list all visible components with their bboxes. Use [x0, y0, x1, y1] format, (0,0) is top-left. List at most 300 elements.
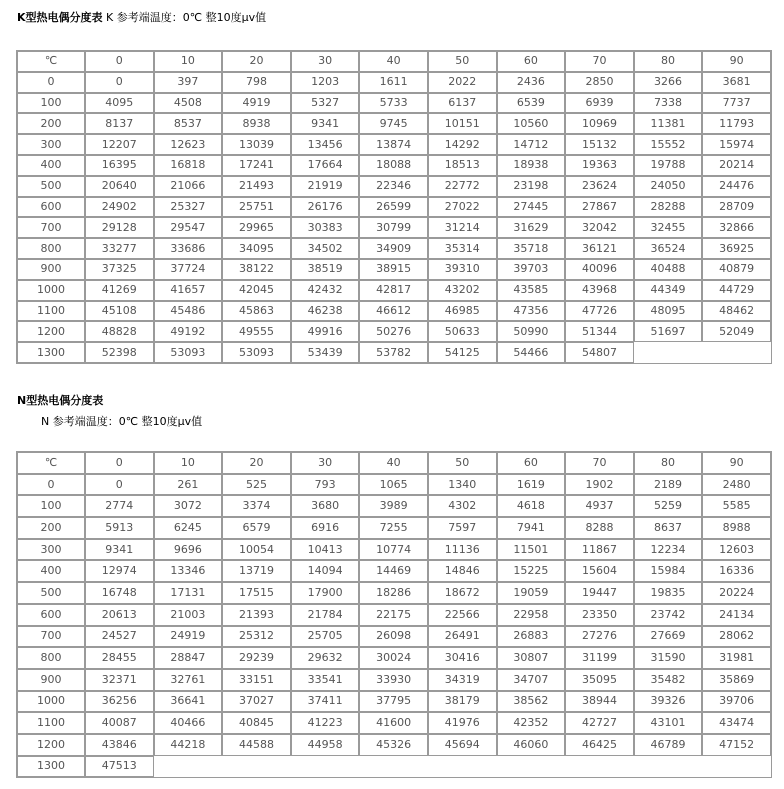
value-cell: 34502 — [291, 238, 360, 259]
value-cell: 41269 — [85, 280, 154, 301]
temperature-cell: 200 — [17, 113, 85, 134]
value-cell: 13346 — [154, 560, 223, 582]
empty-cell — [154, 756, 223, 778]
value-cell: 31629 — [497, 217, 566, 238]
value-cell: 5585 — [702, 495, 771, 517]
value-cell: 23198 — [497, 176, 566, 197]
temperature-cell: 1300 — [17, 756, 85, 778]
value-cell: 36641 — [154, 691, 223, 713]
value-cell: 31981 — [702, 647, 771, 669]
value-cell: 43968 — [565, 280, 634, 301]
value-cell: 45486 — [154, 301, 223, 322]
column-header-cell: 10 — [154, 452, 223, 474]
column-header-cell: 70 — [565, 452, 634, 474]
value-cell: 2436 — [497, 72, 566, 93]
value-cell: 28062 — [702, 626, 771, 648]
value-cell: 6137 — [428, 93, 497, 114]
value-cell: 40087 — [85, 712, 154, 734]
value-cell: 42045 — [222, 280, 291, 301]
value-cell: 8537 — [154, 113, 223, 134]
value-cell: 17241 — [222, 155, 291, 176]
table-row — [17, 72, 771, 93]
value-cell: 49555 — [222, 321, 291, 342]
value-cell: 30383 — [291, 217, 360, 238]
value-cell: 29239 — [222, 647, 291, 669]
column-header-cell: 90 — [702, 452, 771, 474]
column-header-cell: 80 — [634, 452, 703, 474]
value-cell: 36524 — [634, 238, 703, 259]
value-cell: 38122 — [222, 259, 291, 280]
value-cell: 21784 — [291, 604, 360, 626]
temperature-cell: 1200 — [17, 734, 85, 756]
value-cell: 15604 — [565, 560, 634, 582]
value-cell: 11501 — [497, 539, 566, 561]
value-cell: 48095 — [634, 301, 703, 322]
value-cell: 10054 — [222, 539, 291, 561]
temperature-cell: 200 — [17, 517, 85, 539]
value-cell: 20640 — [85, 176, 154, 197]
value-cell: 48462 — [702, 301, 771, 322]
value-cell: 30416 — [428, 647, 497, 669]
value-cell: 18938 — [497, 155, 566, 176]
value-cell: 22175 — [359, 604, 428, 626]
value-cell: 25751 — [222, 197, 291, 218]
value-cell: 20224 — [702, 582, 771, 604]
value-cell: 7255 — [359, 517, 428, 539]
table-row — [17, 259, 771, 280]
temperature-cell: 900 — [17, 669, 85, 691]
value-cell: 1902 — [565, 474, 634, 496]
value-cell: 27276 — [565, 626, 634, 648]
value-cell: 10969 — [565, 113, 634, 134]
value-cell: 49916 — [291, 321, 360, 342]
value-cell: 261 — [154, 474, 223, 496]
value-cell: 38519 — [291, 259, 360, 280]
value-cell: 31590 — [634, 647, 703, 669]
value-cell: 33277 — [85, 238, 154, 259]
value-cell: 30799 — [359, 217, 428, 238]
value-cell: 7941 — [497, 517, 566, 539]
value-cell: 5259 — [634, 495, 703, 517]
value-cell: 35869 — [702, 669, 771, 691]
value-cell: 38915 — [359, 259, 428, 280]
value-cell: 29632 — [291, 647, 360, 669]
column-header-cell: 10 — [154, 51, 223, 72]
value-cell: 33151 — [222, 669, 291, 691]
value-cell: 0 — [85, 474, 154, 496]
value-cell: 1203 — [291, 72, 360, 93]
value-cell: 43846 — [85, 734, 154, 756]
value-cell: 8637 — [634, 517, 703, 539]
temperature-cell: 300 — [17, 539, 85, 561]
temperature-cell: 1200 — [17, 321, 85, 342]
value-cell: 10774 — [359, 539, 428, 561]
value-cell: 46985 — [428, 301, 497, 322]
value-cell: 15984 — [634, 560, 703, 582]
table-row — [17, 495, 771, 517]
value-cell: 41223 — [291, 712, 360, 734]
value-cell: 17131 — [154, 582, 223, 604]
value-cell: 9745 — [359, 113, 428, 134]
value-cell: 47726 — [565, 301, 634, 322]
temperature-cell: 100 — [17, 495, 85, 517]
value-cell: 2480 — [702, 474, 771, 496]
value-cell: 26599 — [359, 197, 428, 218]
value-cell: 8137 — [85, 113, 154, 134]
value-cell: 6539 — [497, 93, 566, 114]
value-cell: 14469 — [359, 560, 428, 582]
value-cell: 34095 — [222, 238, 291, 259]
value-cell: 28288 — [634, 197, 703, 218]
value-cell: 7597 — [428, 517, 497, 539]
empty-cell — [497, 756, 566, 778]
value-cell: 8988 — [702, 517, 771, 539]
value-cell: 42817 — [359, 280, 428, 301]
value-cell: 6245 — [154, 517, 223, 539]
temperature-cell: 700 — [17, 217, 85, 238]
temperature-cell: 1000 — [17, 691, 85, 713]
k-thermocouple-table — [16, 50, 772, 364]
value-cell: 26098 — [359, 626, 428, 648]
value-cell: 9341 — [291, 113, 360, 134]
value-cell: 50990 — [497, 321, 566, 342]
value-cell: 35314 — [428, 238, 497, 259]
value-cell: 36256 — [85, 691, 154, 713]
value-cell: 36925 — [702, 238, 771, 259]
column-header-cell: 20 — [222, 51, 291, 72]
value-cell: 41657 — [154, 280, 223, 301]
value-cell: 34909 — [359, 238, 428, 259]
table-row — [17, 691, 771, 713]
value-cell: 3374 — [222, 495, 291, 517]
value-cell: 4302 — [428, 495, 497, 517]
value-cell: 15132 — [565, 134, 634, 155]
empty-cell — [634, 342, 703, 363]
value-cell: 39310 — [428, 259, 497, 280]
value-cell: 24050 — [634, 176, 703, 197]
k-table-subtitle: K 参考端温度：0℃ 整10度μv值 — [106, 11, 267, 24]
value-cell: 1611 — [359, 72, 428, 93]
value-cell: 26491 — [428, 626, 497, 648]
value-cell: 44729 — [702, 280, 771, 301]
value-cell: 29965 — [222, 217, 291, 238]
value-cell: 21919 — [291, 176, 360, 197]
value-cell: 34319 — [428, 669, 497, 691]
value-cell: 34707 — [497, 669, 566, 691]
value-cell: 54125 — [428, 342, 497, 363]
value-cell: 19363 — [565, 155, 634, 176]
column-header-cell: 40 — [359, 452, 428, 474]
value-cell: 45108 — [85, 301, 154, 322]
value-cell: 39703 — [497, 259, 566, 280]
unit-header-cell: ℃ — [17, 51, 85, 72]
value-cell: 13874 — [359, 134, 428, 155]
value-cell: 10560 — [497, 113, 566, 134]
value-cell: 14292 — [428, 134, 497, 155]
value-cell: 41976 — [428, 712, 497, 734]
value-cell: 42352 — [497, 712, 566, 734]
value-cell: 23624 — [565, 176, 634, 197]
value-cell: 37325 — [85, 259, 154, 280]
value-cell: 18513 — [428, 155, 497, 176]
empty-cell — [428, 756, 497, 778]
value-cell: 5733 — [359, 93, 428, 114]
value-cell: 23350 — [565, 604, 634, 626]
value-cell: 1340 — [428, 474, 497, 496]
temperature-cell: 500 — [17, 176, 85, 197]
table-row — [17, 321, 771, 342]
value-cell: 29547 — [154, 217, 223, 238]
value-cell: 21066 — [154, 176, 223, 197]
table-row — [17, 604, 771, 626]
value-cell: 18088 — [359, 155, 428, 176]
value-cell: 17664 — [291, 155, 360, 176]
unit-header-cell: ℃ — [17, 452, 85, 474]
value-cell: 22772 — [428, 176, 497, 197]
table-row — [17, 647, 771, 669]
value-cell: 45326 — [359, 734, 428, 756]
value-cell: 44958 — [291, 734, 360, 756]
value-cell: 6579 — [222, 517, 291, 539]
value-cell: 10413 — [291, 539, 360, 561]
value-cell: 40488 — [634, 259, 703, 280]
table-row — [17, 155, 771, 176]
table-header-row — [17, 51, 771, 72]
value-cell: 8288 — [565, 517, 634, 539]
value-cell: 44588 — [222, 734, 291, 756]
value-cell: 793 — [291, 474, 360, 496]
value-cell: 19447 — [565, 582, 634, 604]
value-cell: 37795 — [359, 691, 428, 713]
value-cell: 30807 — [497, 647, 566, 669]
table-row — [17, 113, 771, 134]
value-cell: 32042 — [565, 217, 634, 238]
value-cell: 21393 — [222, 604, 291, 626]
value-cell: 9341 — [85, 539, 154, 561]
value-cell: 29128 — [85, 217, 154, 238]
value-cell: 20613 — [85, 604, 154, 626]
value-cell: 43101 — [634, 712, 703, 734]
value-cell: 24134 — [702, 604, 771, 626]
table-row — [17, 669, 771, 691]
value-cell: 47356 — [497, 301, 566, 322]
value-cell: 53439 — [291, 342, 360, 363]
value-cell: 1619 — [497, 474, 566, 496]
temperature-cell: 0 — [17, 474, 85, 496]
value-cell: 25312 — [222, 626, 291, 648]
value-cell: 24476 — [702, 176, 771, 197]
value-cell: 19835 — [634, 582, 703, 604]
value-cell: 6939 — [565, 93, 634, 114]
value-cell: 15974 — [702, 134, 771, 155]
value-cell: 14846 — [428, 560, 497, 582]
value-cell: 2189 — [634, 474, 703, 496]
value-cell: 25327 — [154, 197, 223, 218]
value-cell: 25705 — [291, 626, 360, 648]
value-cell: 51344 — [565, 321, 634, 342]
table-row — [17, 301, 771, 322]
value-cell: 2774 — [85, 495, 154, 517]
n-table-title: N型热电偶分度表 — [17, 394, 104, 407]
value-cell: 22958 — [497, 604, 566, 626]
temperature-cell: 800 — [17, 238, 85, 259]
column-header-cell: 50 — [428, 51, 497, 72]
value-cell: 35095 — [565, 669, 634, 691]
value-cell: 21493 — [222, 176, 291, 197]
value-cell: 43474 — [702, 712, 771, 734]
value-cell: 32866 — [702, 217, 771, 238]
value-cell: 15552 — [634, 134, 703, 155]
value-cell: 49192 — [154, 321, 223, 342]
value-cell: 53093 — [222, 342, 291, 363]
value-cell: 53782 — [359, 342, 428, 363]
value-cell: 4095 — [85, 93, 154, 114]
value-cell: 33541 — [291, 669, 360, 691]
value-cell: 28709 — [702, 197, 771, 218]
temperature-cell: 600 — [17, 197, 85, 218]
value-cell: 0 — [85, 72, 154, 93]
value-cell: 46789 — [634, 734, 703, 756]
value-cell: 10151 — [428, 113, 497, 134]
k-table-title: K型热电偶分度表 — [17, 11, 103, 24]
value-cell: 20214 — [702, 155, 771, 176]
table-row — [17, 734, 771, 756]
value-cell: 7338 — [634, 93, 703, 114]
value-cell: 3989 — [359, 495, 428, 517]
value-cell: 42727 — [565, 712, 634, 734]
value-cell: 40466 — [154, 712, 223, 734]
table-row — [17, 474, 771, 496]
value-cell: 12603 — [702, 539, 771, 561]
table-row — [17, 238, 771, 259]
table-row — [17, 217, 771, 238]
value-cell: 50633 — [428, 321, 497, 342]
value-cell: 19788 — [634, 155, 703, 176]
value-cell: 39706 — [702, 691, 771, 713]
value-cell: 16395 — [85, 155, 154, 176]
k-section-heading — [17, 11, 266, 25]
value-cell: 22346 — [359, 176, 428, 197]
value-cell: 12974 — [85, 560, 154, 582]
value-cell: 18286 — [359, 582, 428, 604]
value-cell: 28455 — [85, 647, 154, 669]
table-row — [17, 712, 771, 734]
value-cell: 48828 — [85, 321, 154, 342]
value-cell: 46612 — [359, 301, 428, 322]
value-cell: 24919 — [154, 626, 223, 648]
value-cell: 16336 — [702, 560, 771, 582]
temperature-cell: 1300 — [17, 342, 85, 363]
table-row — [17, 176, 771, 197]
column-header-cell: 80 — [634, 51, 703, 72]
value-cell: 14712 — [497, 134, 566, 155]
value-cell: 11793 — [702, 113, 771, 134]
value-cell: 5327 — [291, 93, 360, 114]
temperature-cell: 1000 — [17, 280, 85, 301]
value-cell: 13719 — [222, 560, 291, 582]
value-cell: 16748 — [85, 582, 154, 604]
value-cell: 4508 — [154, 93, 223, 114]
column-header-cell: 70 — [565, 51, 634, 72]
value-cell: 51697 — [634, 321, 703, 342]
value-cell: 46238 — [291, 301, 360, 322]
value-cell: 47152 — [702, 734, 771, 756]
value-cell: 11867 — [565, 539, 634, 561]
value-cell: 5913 — [85, 517, 154, 539]
value-cell: 7737 — [702, 93, 771, 114]
value-cell: 54466 — [497, 342, 566, 363]
value-cell: 46060 — [497, 734, 566, 756]
value-cell: 31199 — [565, 647, 634, 669]
value-cell: 38179 — [428, 691, 497, 713]
table-row — [17, 582, 771, 604]
value-cell: 8938 — [222, 113, 291, 134]
value-cell: 32455 — [634, 217, 703, 238]
temperature-cell: 500 — [17, 582, 85, 604]
temperature-cell: 1100 — [17, 712, 85, 734]
value-cell: 43585 — [497, 280, 566, 301]
column-header-cell: 30 — [291, 51, 360, 72]
value-cell: 37724 — [154, 259, 223, 280]
empty-cell — [565, 756, 634, 778]
temperature-cell: 0 — [17, 72, 85, 93]
value-cell: 31214 — [428, 217, 497, 238]
value-cell: 397 — [154, 72, 223, 93]
temperature-cell: 400 — [17, 155, 85, 176]
value-cell: 3072 — [154, 495, 223, 517]
value-cell: 42432 — [291, 280, 360, 301]
table-row — [17, 134, 771, 155]
value-cell: 45694 — [428, 734, 497, 756]
value-cell: 50276 — [359, 321, 428, 342]
value-cell: 40879 — [702, 259, 771, 280]
value-cell: 17900 — [291, 582, 360, 604]
value-cell: 45863 — [222, 301, 291, 322]
value-cell: 32761 — [154, 669, 223, 691]
temperature-cell: 600 — [17, 604, 85, 626]
value-cell: 53093 — [154, 342, 223, 363]
value-cell: 4937 — [565, 495, 634, 517]
value-cell: 3680 — [291, 495, 360, 517]
empty-cell — [702, 342, 771, 363]
value-cell: 33930 — [359, 669, 428, 691]
value-cell: 44349 — [634, 280, 703, 301]
value-cell: 12623 — [154, 134, 223, 155]
value-cell: 11381 — [634, 113, 703, 134]
value-cell: 12234 — [634, 539, 703, 561]
value-cell: 36121 — [565, 238, 634, 259]
value-cell: 24527 — [85, 626, 154, 648]
value-cell: 44218 — [154, 734, 223, 756]
column-header-cell: 50 — [428, 452, 497, 474]
table-row — [17, 539, 771, 561]
value-cell: 14094 — [291, 560, 360, 582]
temperature-cell: 800 — [17, 647, 85, 669]
value-cell: 27669 — [634, 626, 703, 648]
table-row — [17, 626, 771, 648]
table-header-row — [17, 452, 771, 474]
value-cell: 23742 — [634, 604, 703, 626]
column-header-cell: 0 — [85, 452, 154, 474]
value-cell: 43202 — [428, 280, 497, 301]
value-cell: 46425 — [565, 734, 634, 756]
value-cell: 24902 — [85, 197, 154, 218]
empty-cell — [702, 756, 771, 778]
value-cell: 47513 — [85, 756, 154, 778]
value-cell: 22566 — [428, 604, 497, 626]
temperature-cell: 300 — [17, 134, 85, 155]
column-header-cell: 20 — [222, 452, 291, 474]
